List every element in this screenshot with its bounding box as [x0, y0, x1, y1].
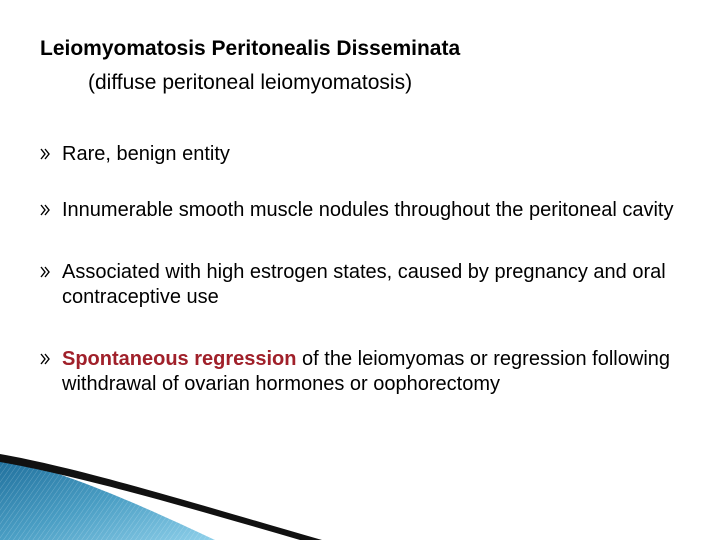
bullet-item — [40, 260, 705, 310]
bullet-item — [40, 142, 705, 167]
bullet-text: Associated with high estrogen states, caused by pregnancy and oral contraceptive use — [62, 261, 666, 308]
slide-subtitle: (diffuse peritoneal leiomyomatosis) — [88, 71, 413, 94]
bullet-item — [40, 347, 705, 397]
bullet-text: Rare, benign entity — [62, 143, 230, 165]
arrow-bullet-icon — [40, 148, 50, 160]
slide-title: Leiomyomatosis Peritonealis Disseminata — [40, 37, 461, 60]
title-block — [40, 36, 460, 96]
corner-decoration — [0, 440, 330, 540]
bullet-list — [40, 142, 705, 397]
arrow-bullet-icon — [40, 266, 50, 278]
arrow-bullet-icon — [40, 353, 50, 365]
bullet-item — [40, 198, 705, 223]
arrow-bullet-icon — [40, 204, 50, 216]
bullet-text: of the leiomyomas or regression following withdrawal of ovarian hormones or oophorectomy — [62, 348, 671, 395]
bullet-text: Innumerable smooth muscle nodules throughout the peritoneal cavity — [62, 199, 674, 221]
bullet-highlight: Spontaneous regression — [62, 348, 297, 370]
